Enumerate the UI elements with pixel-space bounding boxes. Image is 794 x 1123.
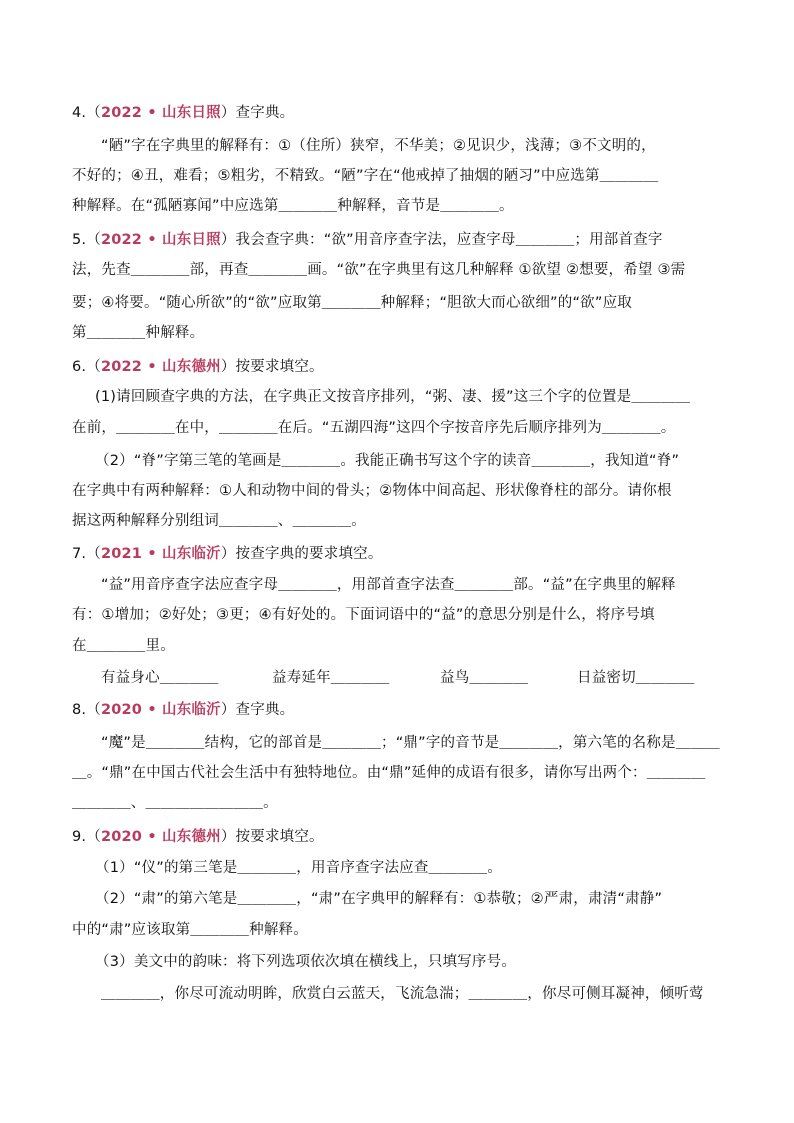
question-title: ）按要求填空。 [220, 829, 324, 845]
question-source: 2020 • 山东临沂 [100, 702, 221, 718]
question-8-line-2: ＿。“鼎”在中国古代社会生活中有独特地位。由“鼎”延伸的成语有很多，请你写出两个：＿＿＿＿ [72, 765, 706, 781]
question-9-line-1: （1）“仪”的第三笔是＿＿＿＿，用音序查字法应查＿＿＿＿。 [95, 860, 503, 876]
question-4-line-2: 不好的；④丑，难看；⑤粗劣，不精致。“陋”字在“他戒掉了抽烟的陋习”中应选第＿＿＿＿ [72, 168, 659, 184]
question-source: 2020 • 山东德州 [100, 829, 221, 845]
question-number: 8.（ [72, 702, 101, 718]
question-8-line-1: “魔”是＿＿＿＿结构，它的部首是＿＿＿＿；“鼎”字的音节是＿＿＿＿，第六笔的名称是＿＿＿ [101, 735, 720, 751]
question-6-line-4: 在字典中有两种解释：①人和动物中间的骨头；②物体中间高起、形状像脊柱的部分。请你根 [72, 483, 672, 499]
question-9-line-5: ＿＿＿＿，你尽可流动明眸，欣赏白云蓝天，飞流急湍；＿＿＿＿，你尽可侧耳凝神，倾听莺 [101, 986, 704, 1002]
question-6-heading [72, 357, 742, 377]
question-number: 6.（ [72, 359, 101, 375]
question-9-heading [72, 827, 742, 847]
question-4-line-1: “陋”字在字典里的解释有：①（住所）狭窄，不华美；②见识少，浅薄；③不文明的， [101, 138, 656, 154]
question-source: 2021 • 山东临沂 [100, 546, 221, 562]
question-number: 4.（ [72, 105, 101, 121]
question-9-line-3: 中的“肃”应该取第＿＿＿＿种解释。 [72, 922, 308, 938]
question-5-line-2: 要；④将要。“随心所欲”的“欲”应取第＿＿＿＿种解释；“胆欲大而心欲细”的“欲”应取 [72, 295, 632, 311]
question-title: ）查字典。 [220, 702, 295, 718]
question-7-line-2: 有：①增加；②好处；③更；④有好处的。下面词语中的“益”的意思分别是什么，将序号填 [72, 607, 655, 623]
question-6-line-5: 据这两种解释分别组词＿＿＿＿、＿＿＿＿。 [72, 513, 366, 529]
question-source: 2022 • 山东日照 [100, 232, 221, 248]
question-5-heading [72, 230, 742, 250]
question-number: 5.（ [72, 232, 101, 248]
question-9-line-2: （2）“肃”的第六笔是＿＿＿＿，“肃”在字典甲的解释有：①恭敬；②严肃，肃清“肃静” [95, 891, 663, 907]
question-5-line-1: 法，先查＿＿＿＿部，再查＿＿＿＿画。“欲”在字典里有这几种解释 ①欲望 ②想要，希望 ③需 [72, 262, 686, 278]
question-7-word-2: 益寿延年＿＿＿＿ [272, 670, 390, 686]
question-title: ）按查字典的要求填空。 [220, 546, 383, 562]
question-7-line-1: “益”用音序查字法应查字母＿＿＿＿，用部首查字法查＿＿＿＿部。“益”在字典里的解释 [101, 577, 676, 593]
question-7-word-3: 益鸟＿＿＿＿ [440, 670, 529, 686]
question-7-heading [72, 544, 742, 564]
question-8-heading [72, 700, 742, 720]
question-7-word-1: 有益身心＿＿＿＿ [101, 670, 219, 686]
question-number: 9.（ [72, 829, 101, 845]
question-6-line-2: 在前，＿＿＿＿在中，＿＿＿＿在后。“五湖四海”这四个字按音序先后顺序排列为＿＿＿＿。 [72, 420, 676, 436]
question-title: ）我会查字典：“欲”用音序查字法，应查字母＿＿＿＿；用部首查字 [220, 232, 663, 248]
question-7-line-3: 在＿＿＿＿里。 [72, 638, 175, 654]
question-8-line-3: ＿＿＿＿、＿＿＿＿＿＿＿＿。 [72, 795, 278, 811]
question-6-line-3: （2）“脊”字第三笔的笔画是＿＿＿＿。我能正确书写这个字的读音＿＿＿＿，我知道“脊” [95, 453, 680, 469]
question-title: ）查字典。 [220, 105, 295, 121]
question-number: 7.（ [72, 546, 101, 562]
question-title: ）按要求填空。 [220, 359, 324, 375]
question-5-line-3: 第＿＿＿＿种解释。 [72, 325, 205, 341]
question-6-line-1: (1)请回顾查字典的方法，在字典正文按音序排列，“粥、凄、援”这三个字的位置是＿＿＿＿ [95, 389, 691, 405]
question-4-line-3: 种解释。在“孤陋寡闻”中应选第＿＿＿＿种解释，音节是＿＿＿＿。 [72, 198, 514, 214]
question-source: 2022 • 山东日照 [100, 105, 221, 121]
question-9-line-4: （3）美文中的韵味：将下列选项依次填在横线上，只填写序号。 [95, 954, 517, 970]
question-4-heading [72, 103, 742, 123]
question-7-word-4: 日益密切＿＿＿＿ [577, 670, 695, 686]
question-source: 2022 • 山东德州 [100, 359, 221, 375]
